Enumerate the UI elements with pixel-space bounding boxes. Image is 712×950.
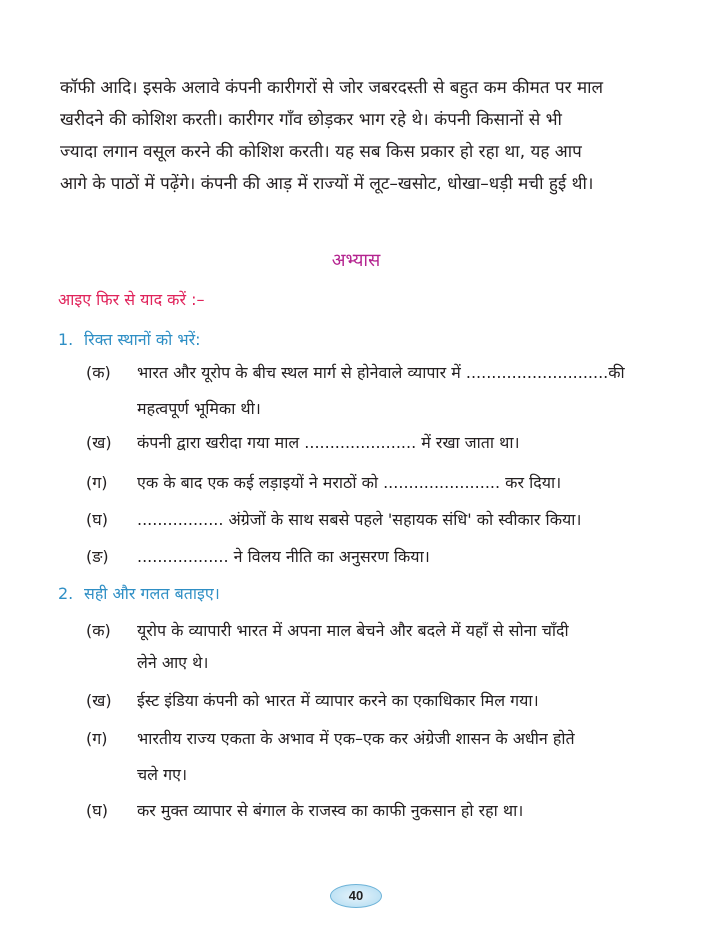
- question-title: रिक्त स्थानों को भरें:: [84, 330, 201, 349]
- item-text: ईस्ट इंडिया कंपनी को भारत में व्यापार करने का एकाधिकार मिल गया।: [137, 691, 539, 710]
- item-marker: (क): [86, 363, 111, 382]
- item-text: भारत और यूरोप के बीच स्थल मार्ग से होनेवाले व्यापार में ............................की: [137, 363, 625, 382]
- section-title: अभ्यास: [331, 250, 381, 271]
- question-title: सही और गलत बताइए।: [84, 584, 220, 603]
- intro-line: खरीदने की कोशिश करती। कारीगर गाँव छोड़कर भाग रहे थे। कंपनी किसानों से भी: [60, 110, 562, 130]
- item-text: कंपनी द्वारा खरीदा गया माल ...................... में रखा जाता था।: [137, 433, 520, 452]
- question-2-heading: [58, 582, 220, 604]
- item-marker: (ख): [86, 433, 112, 452]
- item-marker: (ग): [86, 473, 108, 492]
- question-number: 1.: [58, 330, 74, 349]
- intro-line: आगे के पाठों में पढ़ेंगे। कंपनी की आड़ में राज्यों में लूट–खसोट, धोखा–धड़ी मची हुई थी।: [60, 174, 594, 194]
- item-text-continued: चले गए।: [137, 765, 188, 784]
- item-marker: (ख): [86, 691, 112, 710]
- item-text: यूरोप के व्यापारी भारत में अपना माल बेचने और बदले में यहाँ से सोना चाँदी: [137, 621, 569, 640]
- recall-label: आइए फिर से याद करें :–: [58, 290, 205, 309]
- page-number-badge: 40: [330, 884, 382, 908]
- item-text: कर मुक्त व्यापार से बंगाल के राजस्व का काफी नुकसान हो रहा था।: [137, 801, 524, 820]
- item-marker: (क): [86, 621, 111, 640]
- item-text: .................. ने विलय नीति का अनुसरण किया।: [137, 547, 430, 566]
- question-1-heading: [58, 328, 201, 350]
- item-marker: (ङ): [86, 547, 109, 566]
- item-marker: (ग): [86, 729, 108, 748]
- item-text: ................. अंग्रेजों के साथ सबसे पहले 'सहायक संधि' को स्वीकार किया।: [137, 510, 582, 529]
- question-number: 2.: [58, 584, 74, 603]
- item-marker: (घ): [86, 801, 108, 820]
- item-text: भारतीय राज्य एकता के अभाव में एक–एक कर अंग्रेजी शासन के अधीन होते: [137, 729, 575, 748]
- item-text-continued: लेने आए थे।: [137, 653, 209, 672]
- item-text-continued: महत्वपूर्ण भूमिका थी।: [137, 399, 261, 418]
- item-marker: (घ): [86, 510, 108, 529]
- intro-line: ज्यादा लगान वसूल करने की कोशिश करती। यह सब किस प्रकार हो रहा था, यह आप: [60, 142, 582, 162]
- item-text: एक के बाद एक कई लड़ाइयों ने मराठों को ....................... कर दिया।: [137, 473, 562, 492]
- intro-line: कॉफी आदि। इसके अलावे कंपनी कारीगरों से जोर जबरदस्ती से बहुत कम कीमत पर माल: [60, 78, 604, 98]
- intro-paragraph: [60, 72, 660, 200]
